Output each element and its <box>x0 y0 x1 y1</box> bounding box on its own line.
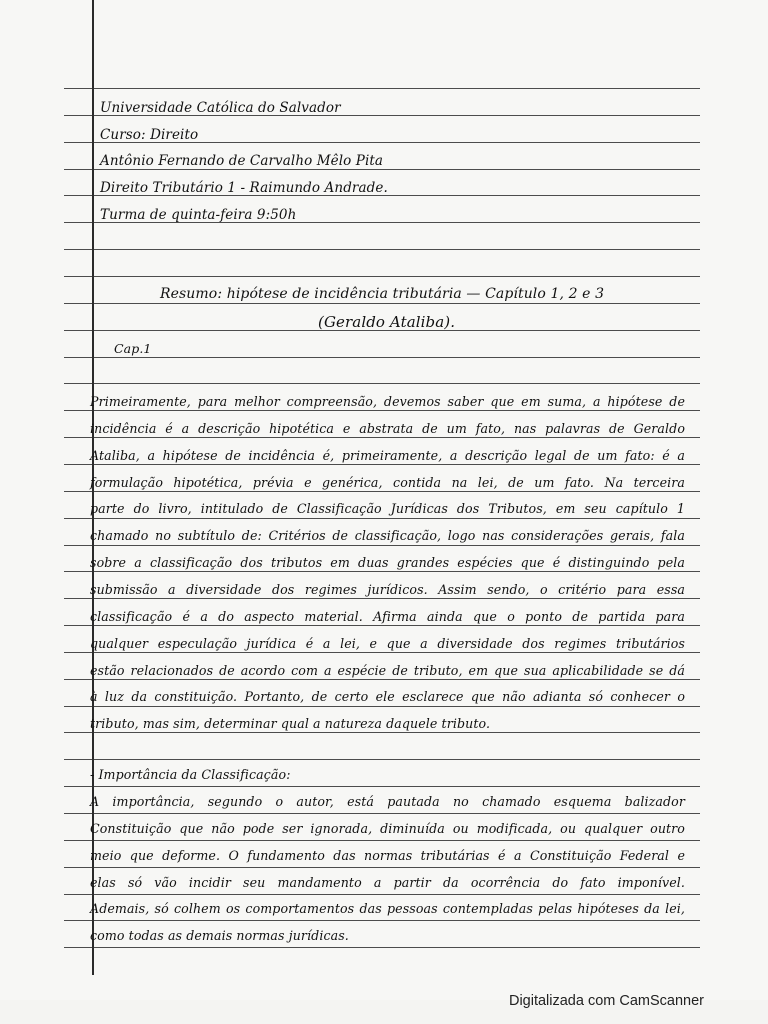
ruled-line <box>64 518 700 519</box>
scanner-watermark: Digitalizada com CamScanner <box>508 993 704 1009</box>
university-line: Universidade Católica do Salvador <box>100 100 341 116</box>
summary-title: Resumo: hipótese de incidência tributária — Capítulo 1, 2 e 3 <box>160 286 605 302</box>
section-heading: - Importância da Classificação: <box>90 767 291 782</box>
text-line: elas só vão incidir seu mandamento a partir da ocorrência do fato imponível. <box>90 874 685 890</box>
ruled-line <box>64 437 700 438</box>
ruled-line <box>64 491 700 492</box>
summary-author: (Geraldo Ataliba). <box>318 313 456 331</box>
ruled-line <box>64 545 700 546</box>
ruled-line <box>64 786 700 787</box>
text-line: chamado no subtítulo de: Critérios de classificação, logo nas considerações gerais, fala <box>90 528 685 544</box>
ruled-line <box>64 652 700 653</box>
ruled-line <box>64 867 700 868</box>
text-line: A importância, segundo o autor, está pautada no chamado esquema balizador <box>90 794 685 809</box>
text-line: Ataliba, a hipótese de incidência é, primeiramente, a descrição legal de um fato: é a <box>90 447 685 463</box>
ruled-line <box>64 383 700 384</box>
ruled-line <box>64 679 700 680</box>
ruled-line <box>64 840 700 841</box>
text-line: Primeiramente, para melhor compreensão, devemos saber que em suma, a hipótese de <box>90 394 685 409</box>
ruled-line <box>64 706 700 707</box>
text-line: sobre a classificação dos tributos em duas grandes espécies que é distinguindo pela <box>90 555 685 571</box>
ruled-line <box>64 625 700 626</box>
text-line: como todas as demais normas jurídicas. <box>90 928 349 944</box>
text-line: tributo, mas sim, determinar qual a natureza daquele tributo. <box>90 716 491 732</box>
ruled-line <box>64 88 700 89</box>
ruled-line <box>64 357 700 358</box>
class-line: Turma de quinta-feira 9:50h <box>100 207 297 223</box>
text-line: meio que deforme. O fundamento das normas tributárias é a Constituição Federal e <box>90 847 685 863</box>
ruled-line <box>64 303 700 304</box>
ruled-line <box>64 598 700 599</box>
text-line: qualquer especulação jurídica é a lei, e que a diversidade dos regimes tributários <box>90 635 685 651</box>
student-name-line: Antônio Fernando de Carvalho Mêlo Pita <box>100 153 384 169</box>
ruled-line <box>64 759 700 760</box>
ruled-line <box>64 249 700 250</box>
text-line: parte do livro, intitulado de Classificação Jurídicas dos Tributos, em seu capítulo 1 <box>90 501 685 517</box>
text-line: classificação é a do aspecto material. Afirma ainda que o ponto de partida para <box>90 608 685 624</box>
text-line: incidência é a descrição hipotética e abstrata de um fato, nas palavras de Geraldo <box>90 420 685 436</box>
ruled-line <box>64 571 700 572</box>
ruled-line <box>64 410 700 411</box>
course-line: Curso: Direito <box>100 127 199 143</box>
ruled-line <box>64 894 700 895</box>
text-line: submissão a diversidade dos regimes jurídicos. Assim sendo, o critério para essa <box>90 582 685 597</box>
ruled-line <box>64 920 700 921</box>
ruled-line <box>64 813 700 814</box>
ruled-line <box>64 732 700 733</box>
subject-line: Direito Tributário 1 - Raimundo Andrade. <box>100 180 388 196</box>
text-line: Ademais, só colhem os comportamentos das pessoas contempladas pelas hipóteses da lei, <box>90 901 685 917</box>
text-line: estão relacionados de acordo com a espécie de tributo, em que sua aplicabilidade se dá <box>90 662 685 678</box>
chapter-label: Cap.1 <box>114 341 152 356</box>
text-line: Constituição que não pode ser ignorada, diminuída ou modificada, ou qualquer outro <box>90 820 685 836</box>
ruled-line <box>64 464 700 465</box>
ruled-line <box>64 947 700 948</box>
ruled-line <box>64 276 700 277</box>
text-line: à luz da constituição. Portanto, de certo ele esclarece que não adianta só conhecer o <box>90 689 685 705</box>
text-line: formulação hipotética, prévia e genérica, contida na lei, de um fato. Na terceira <box>90 474 685 490</box>
